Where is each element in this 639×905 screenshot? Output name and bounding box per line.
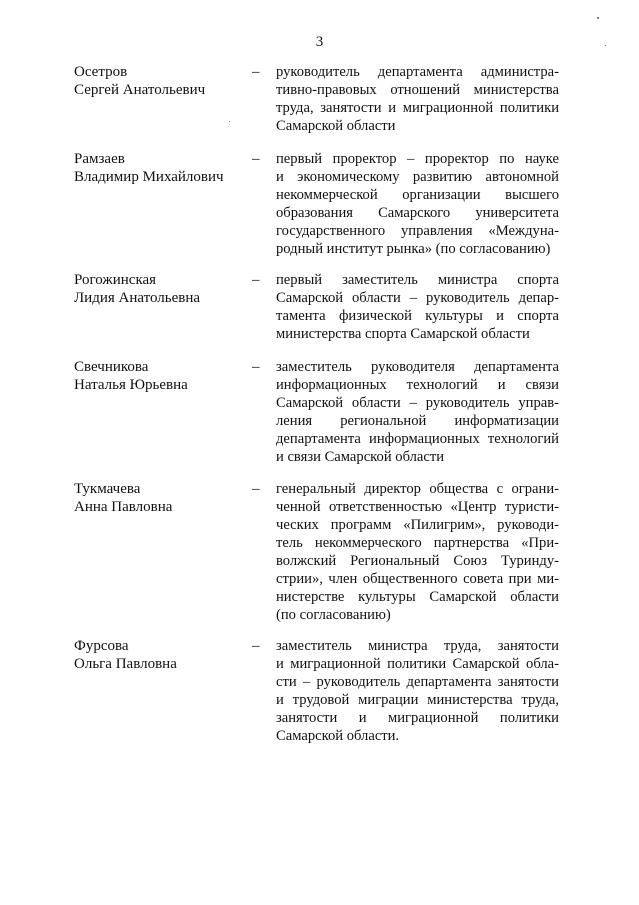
- dash-separator: –: [252, 272, 260, 288]
- member-name: [74, 150, 244, 186]
- role-line: государственного управления «Междуна-: [276, 223, 559, 239]
- role-line: родный институт рынка» (по согласованию): [276, 241, 551, 257]
- role-line: и миграционной политики Самарской обла-: [276, 656, 559, 672]
- role-line: руководитель департамента администра-: [276, 64, 559, 80]
- scan-speck: [597, 17, 599, 19]
- member-name: [74, 358, 244, 394]
- member-given-names: Анна Павловна: [74, 499, 173, 515]
- role-line: тамента физической культуры и спорта: [276, 308, 559, 324]
- member-name: [74, 271, 244, 307]
- role-line: нистерстве культуры Самарской области: [276, 589, 559, 605]
- role-line: первый заместитель министра спорта: [276, 272, 559, 288]
- role-line: волжский Региональный Союз Туринду-: [276, 553, 559, 569]
- member-given-names: Владимир Михайлович: [74, 169, 224, 185]
- role-line: Самарской области – руководитель депар-: [276, 290, 559, 306]
- role-line: информационных технологий и связи: [276, 377, 559, 393]
- role-line: труда, занятости и миграционной политики: [276, 100, 559, 116]
- role-line: министерства спорта Самарской области: [276, 326, 530, 342]
- dash-separator: –: [252, 359, 260, 375]
- role-line: первый проректор – проректор по науке: [276, 151, 559, 167]
- dash-separator: –: [252, 151, 260, 167]
- role-line: и трудовой миграции министерства труда,: [276, 692, 559, 708]
- member-surname: Свечникова: [74, 359, 149, 375]
- scan-speck: [229, 121, 230, 122]
- member-given-names: Наталья Юрьевна: [74, 377, 188, 393]
- dash-separator: –: [252, 64, 260, 80]
- member-role: [276, 637, 559, 745]
- member-role: [276, 150, 559, 258]
- member-role: [276, 63, 559, 135]
- role-line: ченной ответственностью «Центр туристи-: [276, 499, 559, 515]
- role-line: образования Самарского университета: [276, 205, 559, 221]
- page-number: 3: [315, 34, 324, 50]
- role-line: тивно-правовых отношений министерства: [276, 82, 559, 98]
- role-line: и связи Самарской области: [276, 449, 445, 465]
- member-name: [74, 637, 244, 673]
- role-line: и экономическому развитию автономной: [276, 169, 559, 185]
- role-line: сти – руководитель департамента занятости: [276, 674, 559, 690]
- member-given-names: Сергей Анатольевич: [74, 82, 206, 98]
- role-line: ления региональной информатизации: [276, 413, 559, 429]
- role-line: заместитель руководителя департамента: [276, 359, 559, 375]
- member-surname: Рогожинская: [74, 272, 157, 288]
- role-line: Самарской области.: [276, 728, 400, 744]
- member-role: [276, 358, 559, 466]
- member-name: [74, 63, 244, 99]
- role-line: занятости и миграционной политики: [276, 710, 559, 726]
- role-line: ческих программ «Пилигрим», руководи-: [276, 517, 559, 533]
- role-line: (по согласованию): [276, 607, 391, 623]
- member-given-names: Ольга Павловна: [74, 656, 177, 672]
- role-line: заместитель министра труда, занятости: [276, 638, 559, 654]
- member-role: [276, 480, 559, 624]
- role-line: некоммерческой организации высшего: [276, 187, 559, 203]
- member-given-names: Лидия Анатольевна: [74, 290, 201, 306]
- member-surname: Фурсова: [74, 638, 129, 654]
- dash-separator: –: [252, 638, 260, 654]
- member-role: [276, 271, 559, 343]
- member-surname: Осетров: [74, 64, 128, 80]
- role-line: департамента информационных технологий: [276, 431, 559, 447]
- role-line: Самарской области: [276, 118, 396, 134]
- member-name: [74, 480, 244, 516]
- role-line: стрии», член общественного совета при ми-: [276, 571, 559, 587]
- member-surname: Тукмачева: [74, 481, 141, 497]
- dash-separator: –: [252, 481, 260, 497]
- member-surname: Рамзаев: [74, 151, 125, 167]
- role-line: Самарской области – руководитель управ-: [276, 395, 559, 411]
- role-line: тель некоммерческого партнерства «При-: [276, 535, 559, 551]
- scan-speck: [605, 45, 606, 46]
- role-line: генеральный директор общества с ограни-: [276, 481, 559, 497]
